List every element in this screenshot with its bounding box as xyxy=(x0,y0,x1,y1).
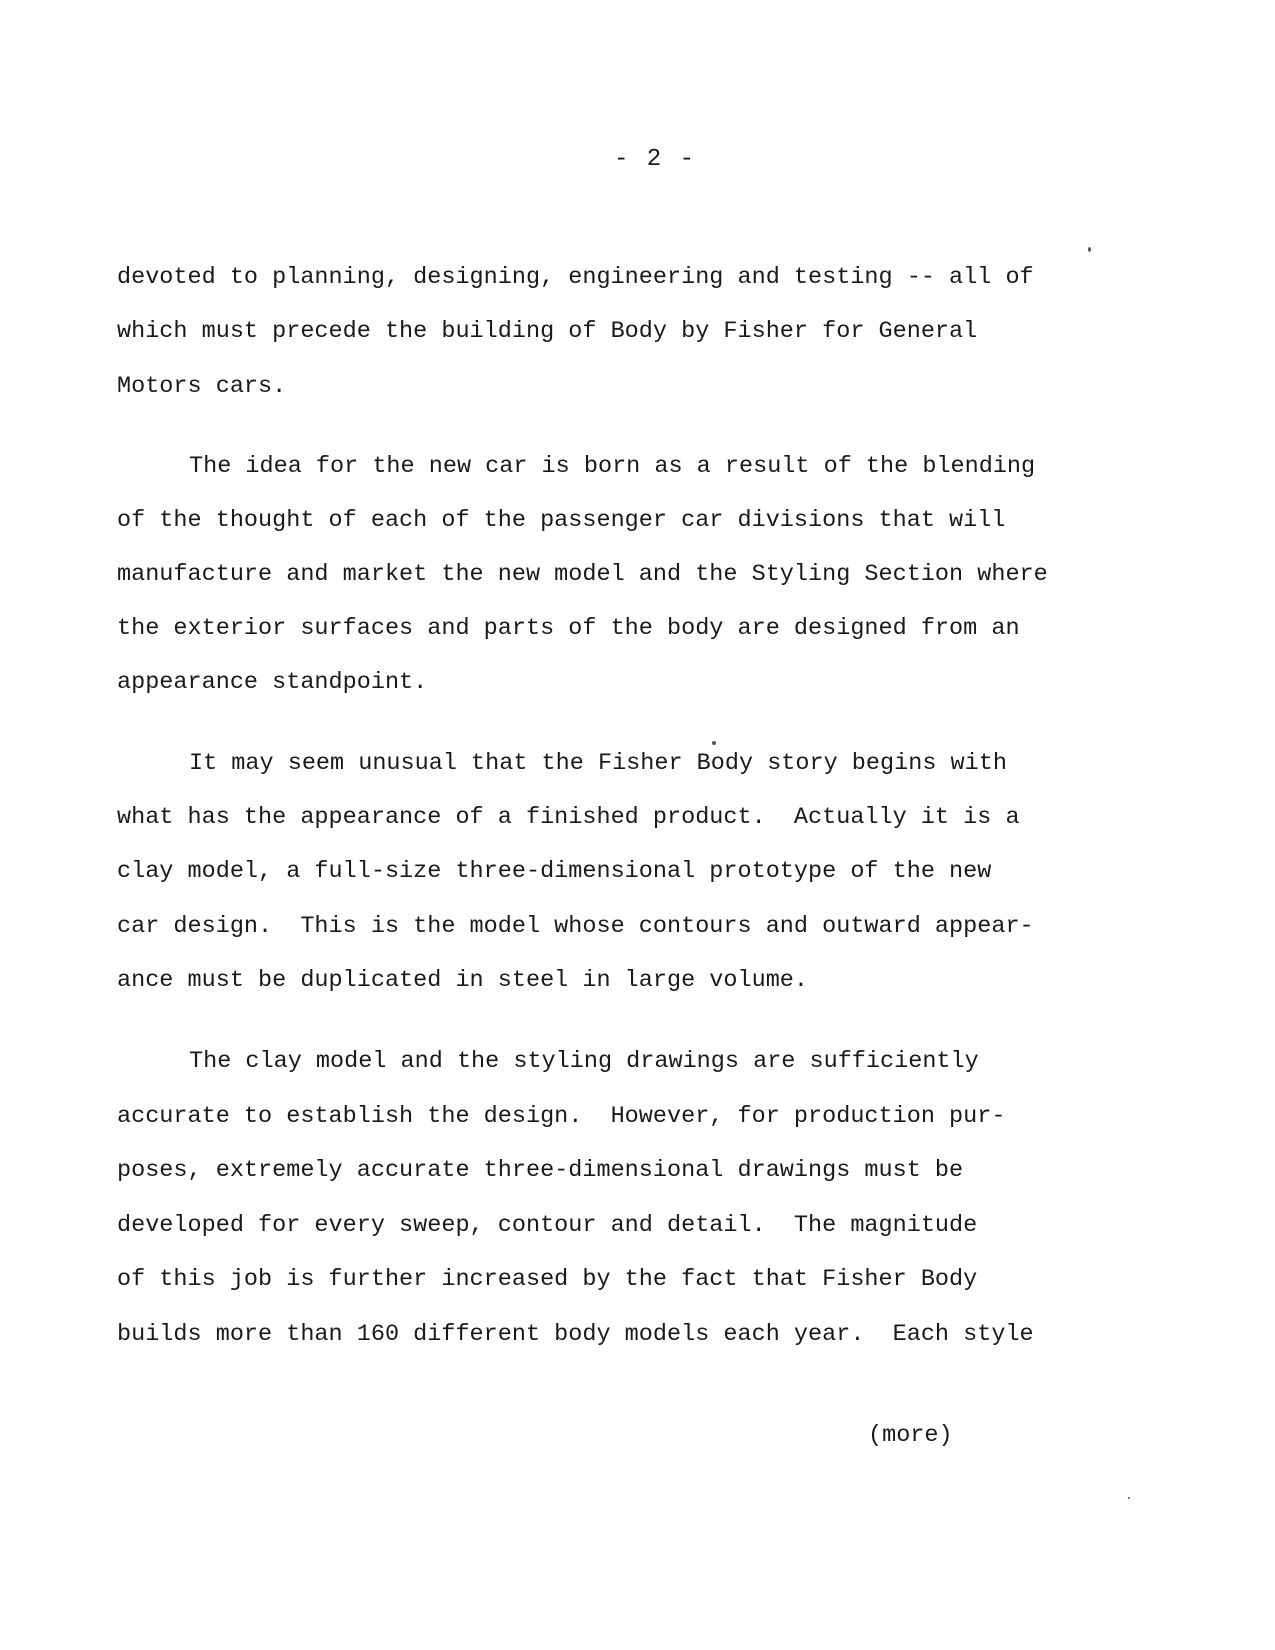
paragraph-2-line-1: The idea for the new car is born as a result of the blending xyxy=(189,453,1036,480)
paragraph-2-line-4: the exterior surfaces and parts of the body are designed from an xyxy=(117,615,1020,642)
paragraph-4-line-6: builds more than 160 different body models each year. Each style xyxy=(117,1321,1034,1348)
paragraph-2-line-3: manufacture and market the new model and the Styling Section where xyxy=(117,561,1048,588)
paragraph-3-line-3: clay model, a full-size three-dimensional prototype of the new xyxy=(117,858,992,885)
paragraph-4-line-2: accurate to establish the design. However, for production pur- xyxy=(117,1103,1006,1130)
paragraph-2-line-2: of the thought of each of the passenger car divisions that will xyxy=(117,507,1006,534)
page-number: - 2 - xyxy=(613,146,696,173)
paragraph-4-line-4: developed for every sweep, contour and detail. The magnitude xyxy=(117,1212,978,1239)
paragraph-4-line-1: The clay model and the styling drawings are sufficiently xyxy=(189,1048,979,1075)
continuation-marker: (more) xyxy=(868,1422,953,1449)
scan-speck xyxy=(712,741,716,745)
paragraph-1-line-3: Motors cars. xyxy=(117,373,287,400)
paragraph-4-line-3: poses, extremely accurate three-dimensional drawings must be xyxy=(117,1157,964,1184)
paragraph-1-line-2: which must precede the building of Body by Fisher for General xyxy=(117,318,978,345)
paragraph-2-line-5: appearance standpoint. xyxy=(117,669,428,696)
paragraph-1-line-1: devoted to planning, designing, engineering and testing -- all of xyxy=(117,264,1034,291)
scan-speck xyxy=(1088,247,1091,252)
paragraph-4-line-5: of this job is further increased by the fact that Fisher Body xyxy=(117,1266,978,1293)
paragraph-3-line-4: car design. This is the model whose contours and outward appear- xyxy=(117,913,1034,940)
paragraph-3-line-1: It may seem unusual that the Fisher Body story begins with xyxy=(189,750,1007,777)
paragraph-3-line-2: what has the appearance of a finished product. Actually it is a xyxy=(117,804,1020,831)
scan-speck xyxy=(1128,1497,1130,1499)
paragraph-3-line-5: ance must be duplicated in steel in large volume. xyxy=(117,967,809,994)
